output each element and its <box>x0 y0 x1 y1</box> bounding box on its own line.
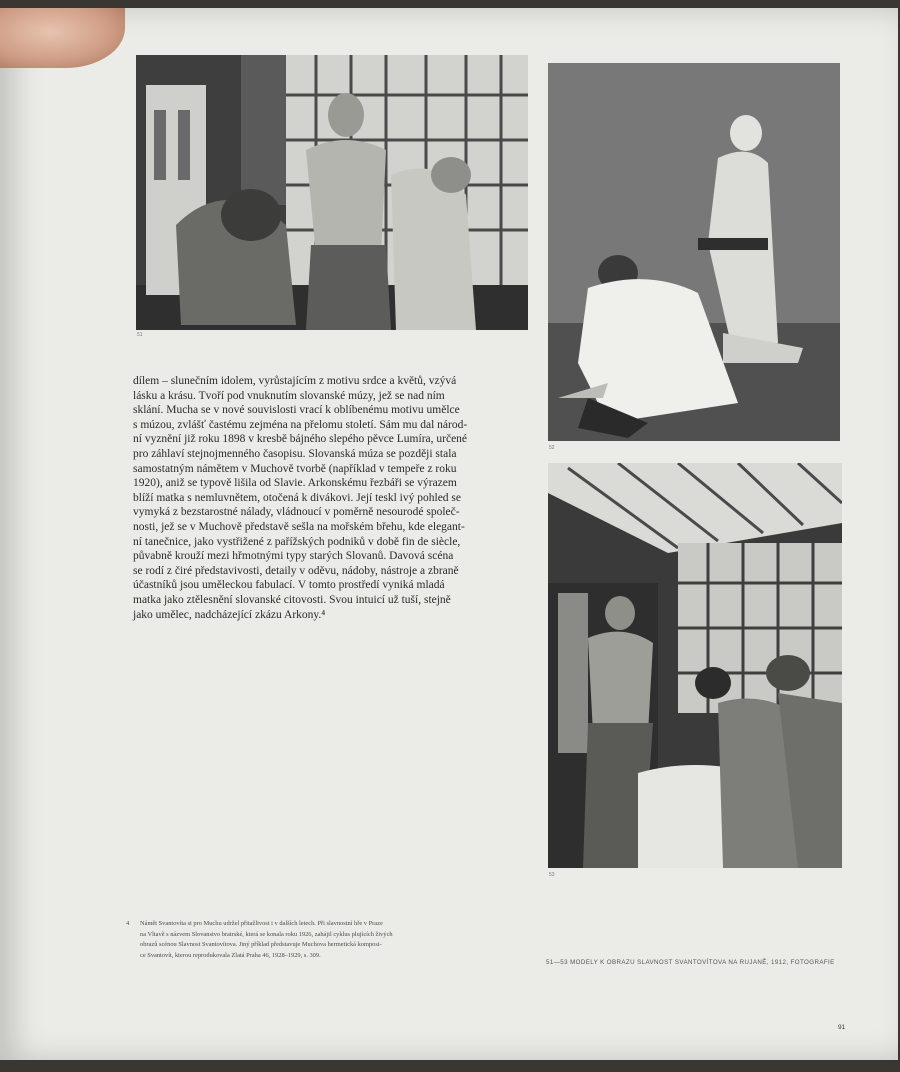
footnote <box>126 919 530 961</box>
body-line: se rodí z čiré představivosti, detaily v oděvu, nádoby, nástroje a zbraně <box>133 564 459 577</box>
book-page <box>0 8 898 1060</box>
body-line: pro záhlaví stejnojmenného časopisu. Slovanská múza se později stala <box>133 447 457 460</box>
photo-two-women <box>548 63 840 441</box>
body-line: blíží matka s nemluvnětem, otočená k divákovi. Její teskl ivý pohled se <box>133 491 461 504</box>
photo-studio-group <box>136 55 528 330</box>
body-line: půvabně krouží mezi hřmotnými typy starých Slovanů. Davová scéna <box>133 550 454 563</box>
footnote-marker: 4 <box>126 920 130 927</box>
body-line: ní vyznění již roku 1898 v kresbě bájného slepého pěvce Lumíra, určené <box>133 433 468 446</box>
body-line: sklání. Mucha se v nové souvislosti vrací k oblíbenému motivu umělce <box>133 404 460 417</box>
body-text <box>133 374 528 622</box>
photo-caption: 51—53 MODELY K OBRAZU SLAVNOST SVANTOVÍTOVA NA RUJANĚ, 1912, FOTOGRAFIE <box>546 959 835 966</box>
body-line: s múzou, zvlášť častému zejména na přelomu století. Sám mu dal národ- <box>133 418 468 431</box>
body-line: účastníků jsou uměleckou fabulací. V tomto prostředí vyniká mladá <box>133 579 445 592</box>
body-line: dílem – slunečním idolem, vyrůstajícím z motivu srdce a květů, vzývá <box>133 375 457 387</box>
body-line: nosti, jež se v Muchově představě sešla na mořském břehu, kde elegant- <box>133 520 465 533</box>
body-line: 1920), aniž se typově lišila od Slavie. Arkonskému řezbáři se výrazem <box>133 477 457 490</box>
photo-number-52: 52 <box>549 445 555 451</box>
footnote-line: obrazů scénou Slavnost Svantovítova. Jiný příklad představuje Muchova hermetická komposi- <box>140 941 382 949</box>
holding-thumb <box>0 8 125 68</box>
photo-two-women-image <box>548 63 840 441</box>
body-line: ní tanečnice, jako vystřižené z pařížských podniků v době fin de siècle, <box>133 535 461 548</box>
photo-number-51: 51 <box>137 332 143 338</box>
body-line: jako umělec, nadcházející zkázu Arkony.⁴ <box>133 608 326 621</box>
photo-studio-roof <box>548 463 842 868</box>
photo-number-53: 53 <box>549 872 555 878</box>
footnote-line: ce Svantovít, kterou reprodukovala Zlatá Praha 46, 1928–1929, s. 309. <box>140 951 321 959</box>
body-line: samostatným námětem v Muchově tvorbě (například v tempeře z roku <box>133 462 457 475</box>
body-line: matka jako ztělesnění slovanské citovosti. Svou intuicí už tuší, stejně <box>133 593 451 606</box>
photo-studio-group-image <box>136 55 528 330</box>
photo-studio-roof-image <box>548 463 842 868</box>
footnote-line: Námět Svantovíta si pro Muchu udržel přitažlivost i v dalších letech. Při slavnostní hře v Praze <box>140 920 383 927</box>
body-line: lásku a krásu. Tvoří pod vnuknutím slovanské múzy, jež se nad ním <box>133 389 445 402</box>
page-number: 91 <box>838 1024 846 1031</box>
footnote-line: na Vltavě s názvem Slovanstvo bratrské, která se konala roku 1926, zahájil cyklus plujících živých <box>140 930 393 938</box>
body-line: vymyká z bezstarostné nálady, vládnoucí v poměrně nesourodé společ- <box>133 506 460 519</box>
